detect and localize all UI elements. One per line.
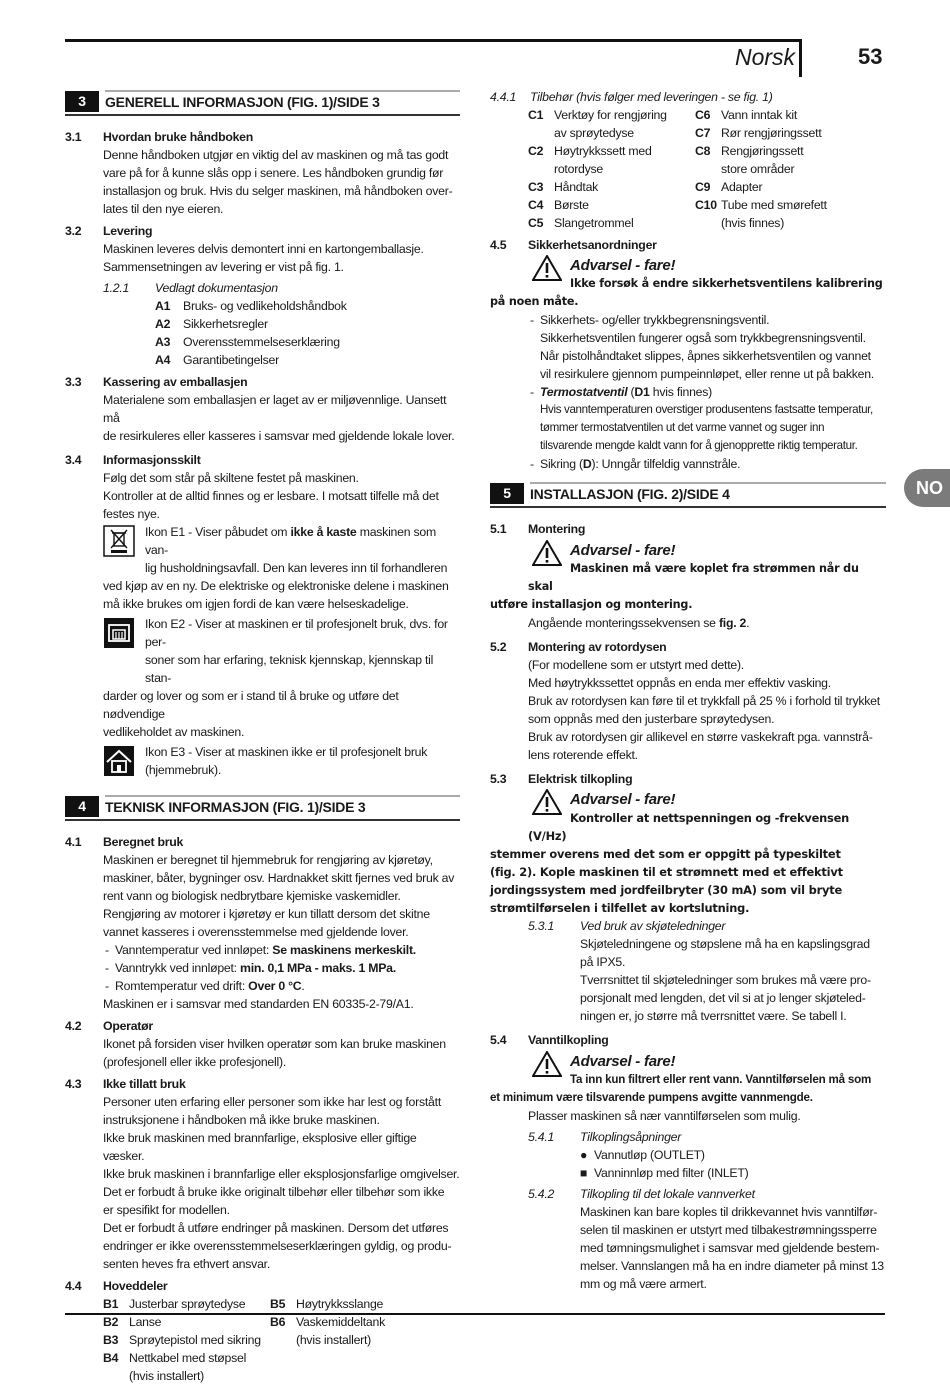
paragraph-3-3: Materialene som emballasjen er laget av er miljøvennlige. Uansett må de resirkuleres eller kasseres i samsvar med gjeldende lokale lover. xyxy=(103,393,455,443)
section-title: INSTALLASJON (FIG. 2)/SIDE 4 xyxy=(530,486,730,502)
heading-4-1: 4.1 Beregnet bruk xyxy=(65,835,184,849)
list-item: store områder xyxy=(721,162,795,176)
list-item: (hvis installert) xyxy=(296,1333,372,1347)
list-item: A1 Bruks- og vedlikeholdshåndbok xyxy=(155,299,347,313)
left-column xyxy=(65,90,460,1385)
list-item: A4 Garantibetingelser xyxy=(155,353,279,367)
list-item: (hvis installert) xyxy=(129,1369,205,1383)
heading-5-2: 5.2 Montering av rotordysen xyxy=(490,640,667,654)
warning-heading: Advarsel - fare! xyxy=(490,542,886,560)
paragraph-3-2: Maskinen leveres delvis demontert inni en kartongemballasje. Sammensetningen av levering er vist på fig. 1. xyxy=(103,242,424,274)
list-item: B6 Vaskemiddeltank xyxy=(270,1315,385,1329)
paragraph-5-2: (For modellene som er utstyrt med dette). Med høytrykkssettet oppnås en enda mer effektiv vasking. Bruk av rotordysen kan føre til et trykkfall på 25 % i forhold til trykket som oppnås med den justerbare sprøytedysen. Bruk av rotordysen gir allikevel en større vaskekraft pga. vannstrå- lens roterende effekt. xyxy=(528,658,880,762)
documentation-list xyxy=(65,297,460,369)
list-item: C3 Håndtak xyxy=(528,180,599,194)
warning-text: Maskinen må være koplet fra strømmen når du skal utføre installasjon og montering. xyxy=(490,562,859,611)
heading-3-4: 3.4 Informasjonsskilt xyxy=(65,453,201,467)
heading-5-1: 5.1 Montering xyxy=(490,522,586,536)
warning-heading: Advarsel - fare! xyxy=(490,791,886,809)
paragraph-4-1: Maskinen er beregnet til hjemmebruk for rengjøring av kjøretøy, maskiner, båter, bygninger osv. Hardnakket skitt fjernes ved bruk av rent vann og biologisk nedbrytbare kjemiske vaskemidler. Rengjøring av motorer i kjøretøy er kun tillatt dersom det skitne vannet kasseres i overensstemmelse med gjeldende lover. xyxy=(103,853,455,939)
list-item: - Sikkerhets- og/eller trykkbegrensningsventil. xyxy=(530,313,770,327)
paragraph-5-4-2: Maskinen kan bare koples til drikkevannet hvis vanntilfør- selen til maskinen er utstyrt med tilbakestrømningssperre med tømningsmulighet i samsvar med gjeldende bestem- melser. Vannslangen må ha en indre diameter på minst 13 mm og må være armert. xyxy=(580,1205,884,1291)
warning-triangle-icon xyxy=(532,789,562,820)
square-bullet-icon: ■ xyxy=(580,1166,588,1180)
icon-e3-row: Ikon E3 - Viser at maskinen ikke er til profesjonelt bruk (hjemmebruk). xyxy=(65,743,460,779)
list-item: B2 Lanse xyxy=(103,1315,162,1329)
list-item: C5 Slangetrommel xyxy=(528,216,634,230)
list-item: (hvis finnes) xyxy=(721,216,785,230)
paragraph-4-2: Ikonet på forsiden viser hvilken operatør som kan bruke maskinen (profesjonell eller ikke profesjonell). xyxy=(103,1037,446,1069)
heading-5-4: 5.4 Vanntilkopling xyxy=(490,1033,609,1047)
section-number: 3 xyxy=(65,91,99,112)
section-4-heading xyxy=(65,795,460,821)
subheading-5-4-2: 5.4.2 Tilkopling til det lokale vannverket xyxy=(528,1187,755,1201)
paragraph-standard: Maskinen er i samsvar med standarden EN 60335-2-79/A1. xyxy=(103,997,414,1011)
heading-4-3: 4.3 Ikke tillatt bruk xyxy=(65,1077,186,1091)
list-item: - Termostatventil (D1 hvis finnes) xyxy=(530,385,712,399)
waste-bin-icon xyxy=(103,525,135,562)
list-item: B5 Høytrykksslange xyxy=(270,1297,384,1311)
paragraph-3-4: Følg det som står på skiltene festet på maskinen. Kontroller at de alltid finnes og er lesbare. I motsatt tilfelle må det festes nye. xyxy=(103,471,439,521)
parts-list xyxy=(65,1295,460,1385)
list-item: - Vanntrykk ved innløpet: min. 0,1 MPa - maks. 1 MPa. xyxy=(105,961,396,975)
warning-text: Kontroller at nettspenningen og -frekvensen (V/Hz) stemmer overens med det som er oppgitt på typeskiltet (fig. 2). Kople maskinen til et strømnett med et effektivt jordingssystem med jordfeilbryter (30 mA) som vil bryte strømtilførselen i tilfellet av kortslutning. xyxy=(490,811,850,915)
subheading-5-3-1: 5.3.1 Ved bruk av skjøteledninger xyxy=(528,919,726,933)
list-item: C2 Høytrykkssett med xyxy=(528,144,652,158)
warning-triangle-icon xyxy=(532,540,562,571)
warning-text: Ta inn kun filtrert eller rent vann. Vanntilførselen må som et minimum være tilsvarende pumpens avgitte vannmengde. xyxy=(490,1073,872,1104)
icon-e2-row: Ikon E2 - Viser at maskinen er til profesjonelt bruk, dvs. for per- soner som har erfaring, teknisk kjennskap, kjennskap til stan- xyxy=(65,615,460,687)
section-5-heading xyxy=(490,482,886,508)
warning-heading: Advarsel - fare! xyxy=(490,257,886,275)
section-3-heading xyxy=(65,90,460,116)
right-column xyxy=(490,88,886,1293)
list-item: - Romtemperatur ved drift: Over 0 °C. xyxy=(105,979,305,993)
paragraph-5-3-1: Skjøteledningene og støpslene må ha en kapslingsgrad på IPX5. Tverrsnittet til skjøteledninger som brukes må være pro- porsjonalt med lengden, det vil si at jo lenger skjøteled- ningen er, jo større må tverrsnittet være. Se tabell I. xyxy=(580,937,871,1023)
list-item: A3 Overensstemmelseserklæring xyxy=(155,335,340,349)
header-rule xyxy=(65,39,800,42)
heading-3-3: 3.3 Kassering av emballasjen xyxy=(65,375,248,389)
language-label: Norsk xyxy=(735,44,796,70)
home-use-icon xyxy=(103,745,135,782)
list-item: - Sikring (D): Unngår tilfeldig vannstråle. xyxy=(530,457,741,471)
paragraph-4-3: Personer uten erfaring eller personer som ikke har lest og forstått instruksjonene i håndboken må ikke bruke maskinen. Ikke bruk maskinen med brannfarlige, eksplosive eller giftige væsker. Ikke bruk maskinen i brannfarlige eller eksplosjonsfarlige omgivelser. Det er forbudt å bruke ikke originalt tilbehør eller tilbehør som ikke er spesifikt for modellen. Det er forbudt å utføre endringer på maskinen. Dersom det utføres endringer er ikke overensstemmelseserklæringen gyldig, og produ- senten heves fra ethvert ansvar. xyxy=(103,1095,460,1271)
list-item: C9 Adapter xyxy=(695,180,763,194)
list-item: A2 Sikkerhetsregler xyxy=(155,317,268,331)
paragraph-3-1: Denne håndboken utgjør en viktig del av maskinen og må tas godt vare på for å kunne slås opp i senere. Les håndboken grundig før installasjon og bruk. Hvis du selger maskinen, må håndboken over- lates til den nye eieren. xyxy=(103,148,453,216)
section-title: GENERELL INFORMASJON (FIG. 1)/SIDE 3 xyxy=(105,94,380,110)
list-item: rotordyse xyxy=(554,162,604,176)
subheading-5-4-1: 5.4.1 Tilkoplingsåpninger xyxy=(528,1130,682,1144)
list-item: B3 Sprøytepistol med sikring xyxy=(103,1333,261,1347)
paragraph-5-4: Plasser maskinen så nær vanntilførselen som mulig. xyxy=(528,1109,801,1123)
header-divider xyxy=(799,39,802,77)
heading-4-4: 4.4 Hoveddeler xyxy=(65,1279,168,1293)
list-item: ● Vannutløp (OUTLET) xyxy=(580,1148,705,1162)
list-item: ■ Vanninnløp med filter (INLET) xyxy=(580,1166,749,1180)
list-item: - Vanntemperatur ved innløpet: Se maskinens merkeskilt. xyxy=(105,943,416,957)
paragraph-5-1: Angående monteringssekvensen se fig. 2. xyxy=(528,616,750,630)
list-item: C6 Vann inntak kit xyxy=(695,108,797,122)
warning-triangle-icon xyxy=(532,255,562,286)
heading-5-3: 5.3 Elektrisk tilkopling xyxy=(490,772,633,786)
list-item: C1 Verktøy for rengjøring xyxy=(528,108,667,122)
warning-heading: Advarsel - fare! xyxy=(490,1053,886,1071)
list-item: B4 Nettkabel med støpsel xyxy=(103,1351,247,1365)
paragraph-safety-valve: Sikkerhetsventilen fungerer også som trykkbegrensningsventil. Når pistolhåndtaket slippes, åpnes sikkerhetsventilen og vannet vil resirkulere gjennom pumpeinnløpet, eller renne ut på bakken. xyxy=(540,331,874,381)
heading-3-1: 3.1 Hvordan bruke håndboken xyxy=(65,130,254,144)
icon-e1-row: Ikon E1 - Viser påbudet om ikke å kaste maskinen som van- lig husholdningsavfall. Den kan leveres inn til forhandleren xyxy=(65,523,460,577)
list-item: C7 Rør rengjøringssett xyxy=(695,126,822,140)
professional-use-icon xyxy=(103,617,135,654)
list-item: C4 Børste xyxy=(528,198,589,212)
language-tab: NO xyxy=(904,469,950,507)
section-title: TEKNISK INFORMASJON (FIG. 1)/SIDE 3 xyxy=(105,799,366,815)
list-item: av sprøytedyse xyxy=(554,126,634,140)
list-item: C8 Rengjøringssett xyxy=(695,144,804,158)
heading-3-2: 3.2 Levering xyxy=(65,224,153,238)
section-number: 4 xyxy=(65,796,99,817)
circle-bullet-icon: ● xyxy=(580,1148,588,1162)
warning-triangle-icon xyxy=(532,1051,562,1082)
section-number: 5 xyxy=(490,483,524,504)
list-item: B1 Justerbar sprøytedyse xyxy=(103,1297,246,1311)
accessories-list xyxy=(490,106,886,232)
subheading-1-2-1: 1.2.1 Vedlagt dokumentasjon xyxy=(103,281,278,295)
page-number: 53 xyxy=(858,44,883,69)
icon-e1-text: ved kjøp av en ny. De elektriske og elektroniske delene i maskinen må ikke brukes om igjen fordi de kan være helseskadelige. xyxy=(103,579,449,611)
paragraph-thermostat: Hvis vanntemperaturen overstiger produsentens fastsatte temperatur, tømmer termostatventilen ut det varme vannet og suger inn tilsvarende mengde kaldt vann for å gjenopprette riktig temperatur. xyxy=(540,403,873,452)
warning-text: Ikke forsøk å endre sikkerhetsventilens kalibrering på noen måte. xyxy=(490,277,883,308)
subheading-4-4-1: 4.4.1 Tilbehør (hvis følger med leveringen - se fig. 1) xyxy=(490,90,773,104)
icon-e2-text: darder og lover og som er i stand til å bruke og utføre det nødvendige vedlikeholdet av maskinen. xyxy=(103,689,399,739)
heading-4-2: 4.2 Operatør xyxy=(65,1019,153,1033)
heading-4-5: 4.5 Sikkerhetsanordninger xyxy=(490,238,657,252)
list-item: C10 Tube med smørefett xyxy=(695,198,827,212)
